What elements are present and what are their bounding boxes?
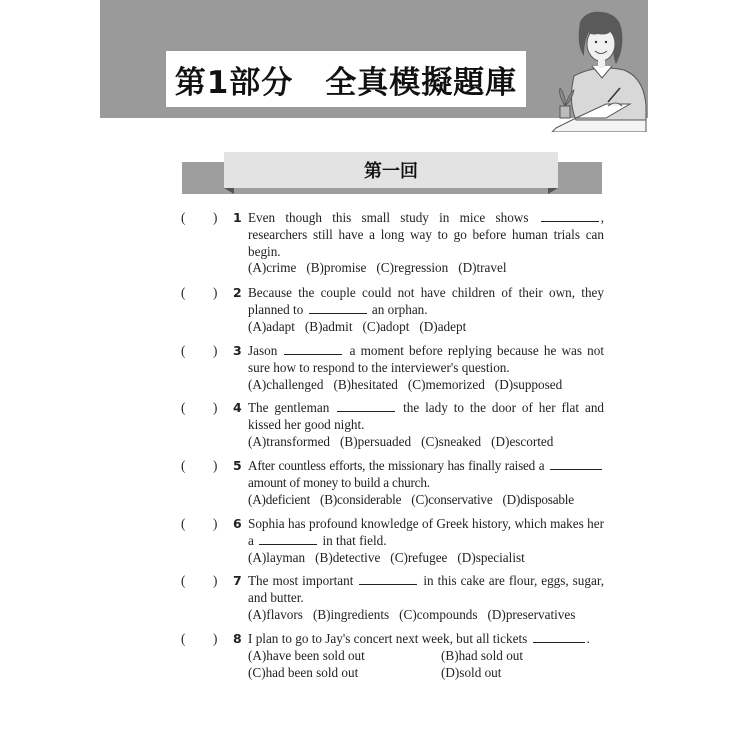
question-number: 7 bbox=[233, 573, 242, 588]
question-text: I plan to go to Jay's concert next week, but all tickets . (A)have been sold out (B)had sold out (C)had been sold out (D)sold out bbox=[248, 631, 604, 681]
option-list bbox=[248, 492, 604, 509]
option-a: (A)crime bbox=[248, 260, 297, 276]
question-text: Jason a moment before replying because he was not sure how to respond to the interviewer's question. (A)challenged (B)hesitated (C)memorized (D)supposed bbox=[248, 343, 605, 392]
option-a: (A)layman bbox=[248, 549, 306, 565]
option-b: (B)considerable bbox=[320, 491, 402, 507]
option-d: (D)specialist bbox=[457, 549, 525, 565]
question-number: 1 bbox=[233, 210, 242, 225]
option-b: (B)hesitated bbox=[333, 376, 398, 392]
option-a: (A)transformed bbox=[248, 433, 331, 449]
answer-blank bbox=[550, 459, 602, 470]
option-a: (A)flavors bbox=[248, 606, 303, 622]
option-list bbox=[248, 434, 604, 451]
answer-blank bbox=[309, 303, 367, 314]
option-c: (C)sneaked bbox=[421, 433, 482, 449]
answer-blank bbox=[259, 534, 317, 545]
question-number: 6 bbox=[233, 516, 242, 531]
option-list bbox=[248, 648, 604, 682]
answer-blank bbox=[541, 211, 599, 222]
answer-blank bbox=[284, 344, 342, 355]
question-text: After countless efforts, the missionary has finally raised a amount of money to build a church. (A)deficient (B)considerable (C)conservative (D)disposable bbox=[248, 458, 604, 508]
option-d: (D)supposed bbox=[494, 376, 563, 392]
answer-blank bbox=[533, 632, 585, 643]
option-d: (D)escorted bbox=[491, 433, 554, 449]
answer-blank bbox=[337, 401, 395, 412]
option-list bbox=[248, 377, 604, 394]
option-list bbox=[248, 607, 604, 624]
question-number: 4 bbox=[233, 400, 242, 415]
option-b: (B)detective bbox=[315, 549, 381, 565]
option-c: (C)adopt bbox=[362, 318, 410, 334]
option-b: (B)had sold out bbox=[441, 647, 524, 663]
section-title: 第一回 bbox=[364, 161, 418, 182]
question-number: 3 bbox=[233, 343, 242, 358]
option-d: (D)travel bbox=[458, 260, 507, 276]
option-c: (C)had been sold out bbox=[248, 664, 359, 680]
option-c: (C)conservative bbox=[411, 491, 493, 507]
question-text: Sophia has profound knowledge of Greek history, which makes her a in that field. (A)layman (B)detective (C)refugee (D)specialist bbox=[248, 516, 604, 565]
part-title: 第1部分 全真模擬題庫 bbox=[174, 64, 518, 101]
option-c: (C)compounds bbox=[399, 606, 478, 622]
question-text: Even though this small study in mice shows , researchers still have a long way to go before human trials can begin. (A)crime (B)promise (C)regression (D)travel bbox=[248, 210, 605, 276]
option-b: (B)promise bbox=[306, 260, 367, 276]
part-title-box bbox=[166, 51, 526, 107]
option-b: (B)ingredients bbox=[312, 606, 390, 622]
page: 第1部分 全真模擬題庫 第一回 ( ) 1 Even though this small study in mice shows , researchers still have a long way to go before human trials can begin. (A)crime (B)promise (C)regression (D)travel ( ) 2 Because the couple could not have children of their own, they planned to an orphan. (A)adapt (B)admit (C)adopt (D)adept ( ) 3 Jason a moment before replying because he was not sure how to respond to the interviewer's question. (A)challenged (B)hesitated (C)memorized (D)supposed ( ) 4 The gentleman the lady to the door of her flat and kissed her good night. (A)transformed (B)persuaded (C)sneaked (D)escorted ( ) 5 After countless efforts, the missionary has finally raised a amount of money to build a church. (A)deficient (B)considerable (C)conservative (D)disposable ( ) 6 Sophia has profound knowledge of Greek history, which makes her a in that field. (A)layman (B)detective (C)refugee (D)specialist ( ) 7 The most important in this cake are flour, eggs, sugar, and butter. (A)flavors (B)ingredients (C)compounds (D)preservatives ( ) 8 I plan to go to Jay's concert next week, but all tickets . (A)have been sold out (B)had sold out (C)had been sold out (D)sold out bbox=[0, 0, 750, 750]
question-number: 2 bbox=[233, 285, 242, 300]
option-d: (D)preservatives bbox=[487, 606, 576, 622]
option-c: (C)memorized bbox=[407, 376, 485, 392]
section-fold-left bbox=[224, 188, 234, 194]
option-d: (D)disposable bbox=[502, 491, 574, 507]
option-a: (A)deficient bbox=[248, 491, 311, 507]
question-text: The most important in this cake are flour, eggs, sugar, and butter. (A)flavors (B)ingredients (C)compounds (D)preservatives bbox=[248, 573, 604, 622]
question-number: 5 bbox=[233, 458, 242, 473]
section-header bbox=[182, 152, 602, 194]
section-fold-right bbox=[548, 188, 558, 194]
option-b: (B)admit bbox=[304, 318, 353, 334]
option-c: (C)regression bbox=[376, 260, 449, 276]
option-c: (C)refugee bbox=[390, 549, 448, 565]
option-list bbox=[248, 319, 604, 336]
option-a: (A)have been sold out bbox=[248, 647, 365, 663]
section-header-front bbox=[224, 152, 558, 188]
answer-blank bbox=[359, 574, 417, 585]
question-number: 8 bbox=[233, 631, 242, 646]
woman-writing-illustration bbox=[546, 6, 648, 132]
option-d: (D)adept bbox=[419, 318, 467, 334]
question-text: Because the couple could not have children of their own, they planned to an orphan. (A)adapt (B)admit (C)adopt (D)adept bbox=[248, 285, 604, 334]
option-list bbox=[248, 260, 604, 277]
option-a: (A)adapt bbox=[248, 318, 295, 334]
question-text: The gentleman the lady to the door of her flat and kissed her good night. (A)transformed (B)persuaded (C)sneaked (D)escorted bbox=[248, 400, 605, 449]
option-a: (A)challenged bbox=[248, 376, 324, 392]
option-list bbox=[248, 550, 604, 567]
option-d: (D)sold out bbox=[441, 664, 502, 680]
option-b: (B)persuaded bbox=[340, 433, 412, 449]
